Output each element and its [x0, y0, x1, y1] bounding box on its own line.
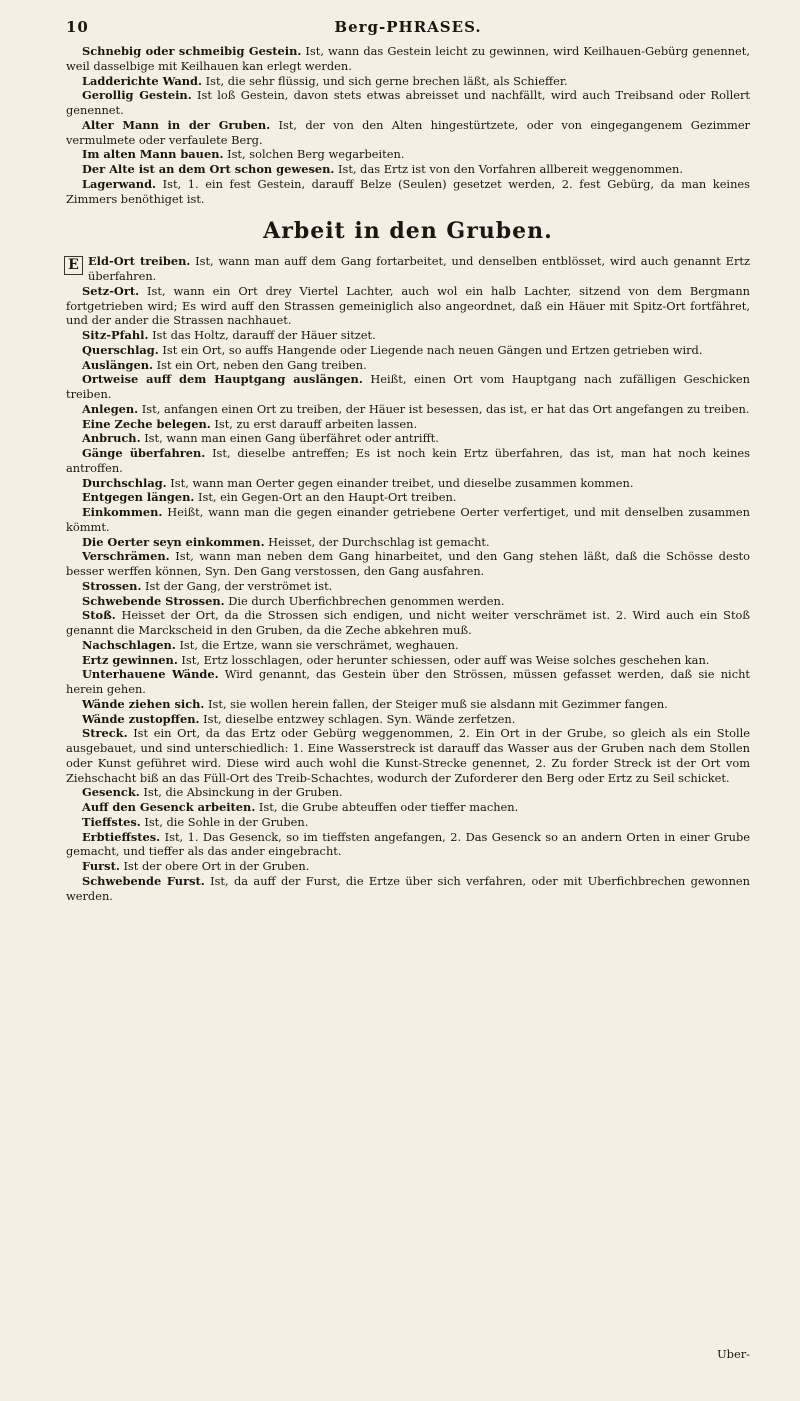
entry-definition: Ist, die Absinckung in der Gruben.	[143, 785, 343, 800]
entry-definition: Ist, 1. ein fest Gestein, darauff Belze (Seulen) gesetzet werden, 2. fest Gebürg, da man keines Zimmers benöthiget ist.	[66, 176, 751, 206]
glossary-entry	[66, 800, 750, 815]
entry-term: Tieffstes.	[82, 814, 141, 829]
entry-definition: Heisset der Ort, da die Strossen sich endigen, und nicht weiter verschrämet ist. 2. Wird auch ein Stoß genannt die Marckscheid in den Gruben, da die Zeche abkehren muß.	[66, 608, 751, 637]
glossary-entry	[66, 147, 750, 162]
entry-definition: Ist, die Grube abteuffen oder tieffer machen.	[258, 800, 519, 814]
entry-term: Wände ziehen sich.	[82, 696, 205, 711]
page-header	[66, 14, 750, 44]
entry-term: Gänge überfahren.	[82, 446, 206, 460]
glossary-entry	[66, 446, 750, 476]
entry-definition: Ist, wann das Gestein leicht zu gewinnen, wird Keilhauen-Gebürg genennet, weil dasselbige mit Keilhauen kan erlegt werden.	[66, 44, 750, 73]
glossary-entry	[66, 284, 750, 328]
entry-definition: Ist ein Ort, da das Ertz oder Gebürg weggenommen, 2. Ein Ort in der Grube, so gleich als ein Stolle ausgebauet, und sind unterschiedlich: 1. Eine Wasserstreck ist darauff das Wasser aus der Gruben nach dem Stollen oder Kunst geführet wird. Diese wird auch wohl die Kunst-Strecke genennet, 2. Zu forder Streck ist der Ort vom Ziehschacht biß an das Füll-Ort des Treib-Schachtes, wodurch der Zuforderer den Berg oder Ertz zu Seil schicket.	[66, 726, 750, 785]
glossary-entry	[66, 667, 750, 697]
entry-term: Die Oerter seyn einkommen.	[82, 534, 265, 549]
entry-definition: Ist loß Gestein, davon stets etwas abreisset und nachfällt, wird auch Treibsand oder Rollert genennet.	[66, 88, 750, 117]
glossary-entry	[66, 476, 750, 491]
entry-term: Strossen.	[82, 578, 142, 593]
glossary-entry	[66, 608, 750, 638]
entry-term: Durchschlag.	[82, 475, 167, 490]
glossary-bottom	[66, 254, 750, 903]
glossary-entry	[66, 859, 750, 874]
entry-definition: Ist, das Ertz ist von den Vorfahren allbereit weggenommen.	[337, 162, 683, 176]
entry-definition: Ist, dieselbe antreffen; Es ist noch kein Ertz überfahren, das ist, man hat noch keines antroffen.	[66, 446, 750, 475]
entry-term: Stoß.	[82, 608, 116, 623]
entry-term: Querschlag.	[82, 342, 159, 357]
page-number: 10	[66, 18, 89, 36]
entry-term: Anbruch.	[82, 431, 141, 446]
entry-definition: Heißt, wann man die gegen einander getriebene Oerter verfertiget, und mit denselben zusammen kömmt.	[66, 505, 751, 534]
entry-term: Wände zustopffen.	[82, 711, 200, 726]
entry-definition: Ist, die Sohle in der Gruben.	[144, 814, 309, 829]
entry-definition: Ist, anfangen einen Ort zu treiben, der Häuer ist besessen, das ist, er hat das Ort angefangen zu treiben.	[141, 401, 750, 416]
entry-term: Ertz gewinnen.	[82, 652, 178, 667]
entry-definition: Ist, ein Gegen-Ort an den Haupt-Ort treiben.	[197, 490, 457, 505]
entry-term: Schwebende Strossen.	[82, 593, 225, 608]
entry-definition: Ist, Ertz losschlagen, oder herunter schiessen, oder auff was Weise solches geschehen kan.	[181, 652, 710, 667]
entry-definition: Ist, die Ertze, wann sie verschrämet, weghauen.	[179, 637, 459, 652]
entry-definition: Ist, wann ein Ort drey Viertel Lachter, auch wol ein halb Lachter, sitzend von dem Bergmann fortgetrieben wird; Es wird auff den Strassen gemeiniglich also angeordnet, daß ein Häuer mit Spitz-Ort fortfähret, und der ander die Strassen nachhauet.	[66, 283, 751, 328]
entry-term: Lagerwand.	[82, 176, 157, 191]
entry-definition: Ist, wann man auff dem Gang fortarbeitet, und denselben entblösset, wird auch genannt Ertz überfahren.	[88, 254, 750, 283]
entry-definition: Ist, solchen Berg wegarbeiten.	[227, 147, 405, 162]
entry-definition: Heißt, einen Ort vom Hauptgang nach zufälligen Geschicken treiben.	[66, 372, 750, 401]
glossary-entry	[66, 74, 750, 89]
section-heading: Arbeit in den Gruben.	[263, 218, 553, 245]
glossary-entry	[66, 815, 750, 830]
glossary-entry	[66, 505, 750, 535]
entry-term: Entgegen längen.	[82, 490, 195, 505]
entry-term: Sitz-Pfahl.	[82, 328, 149, 342]
entry-term: Eld-Ort treiben.	[88, 254, 191, 269]
glossary-entry	[66, 697, 750, 712]
glossary-entry	[66, 162, 750, 177]
entry-definition: Ist, wann man einen Gang überfähret oder antrifft.	[144, 431, 439, 446]
entry-definition: Ist, der von den Alten hingestürtzete, oder von eingegangenem Gezimmer vermulmete oder verfaulete Berg.	[66, 117, 751, 147]
entry-definition: Ist das Holtz, darauff der Häuer sitzet.	[152, 328, 376, 342]
entry-term: Setz-Ort.	[82, 283, 140, 298]
entry-definition: Ist ein Ort, so auffs Hangende oder Liegende nach neuen Gängen und Ertzen getrieben wird.	[162, 342, 703, 357]
glossary-entry	[66, 712, 750, 727]
entry-term: Schnebig oder schmeibig Gestein.	[82, 44, 302, 58]
glossary-entry	[66, 653, 750, 668]
glossary-entry	[66, 328, 750, 343]
catchword: Uber-	[717, 1347, 750, 1361]
glossary-entry	[66, 726, 750, 785]
glossary-entry	[66, 594, 750, 609]
entry-definition: Die durch Uberfichbrechen genommen werden.	[228, 593, 505, 608]
entry-term: Der Alte ist an dem Ort schon gewesen.	[82, 162, 335, 176]
glossary-entry	[66, 579, 750, 594]
glossary-entry	[66, 44, 750, 74]
entry-definition: Ist der Gang, der verströmet ist.	[145, 578, 333, 593]
entry-definition: Ist, dieselbe entzwey schlagen. Syn. Wände zerfetzen.	[203, 711, 516, 726]
glossary-entry	[66, 358, 750, 373]
entry-term: Im alten Mann bauen.	[82, 147, 224, 162]
entry-term: Streck.	[82, 726, 128, 741]
glossary-entry	[66, 417, 750, 432]
glossary-entry	[66, 830, 750, 860]
glossary-entry	[66, 372, 750, 402]
entry-term: Auff den Gesenck arbeiten.	[82, 800, 256, 814]
glossary-entry	[66, 177, 750, 207]
entry-term: Ladderichte Wand.	[82, 73, 202, 88]
entry-definition: Heisset, der Durchschlag ist gemacht.	[268, 534, 490, 549]
glossary-entry	[66, 254, 750, 284]
entry-term: Furst.	[82, 859, 120, 873]
entry-definition: Ist, wann man neben dem Gang hinarbeitet, und den Gang stehen läßt, daß die Schösse desto besser werffen können, Syn. Den Gang verstossen, den Gang ausfahren.	[66, 549, 750, 578]
entry-term: Unterhauene Wände.	[82, 667, 219, 682]
glossary-entry	[66, 535, 750, 550]
entry-definition: Ist, die sehr flüssig, und sich gerne brechen läßt, als Schieffer.	[205, 73, 568, 88]
glossary-entry	[66, 785, 750, 800]
entry-term: Gerollig Gestein.	[82, 88, 192, 103]
drop-initial: E	[64, 256, 83, 275]
glossary-entry	[66, 549, 750, 579]
glossary-entry	[66, 88, 750, 118]
entry-definition: Ist, sie wollen herein fallen, der Steiger muß sie alsdann mit Gezimmer fangen.	[208, 696, 668, 711]
entry-term: Verschrämen.	[82, 549, 170, 564]
entry-term: Eine Zeche belegen.	[82, 416, 211, 431]
entry-definition: Ist, 1. Das Gesenck, so im tieffsten angefangen, 2. Das Gesenck so an andern Orten in einer Grube gemacht, und tieffer als das ander eingebracht.	[66, 829, 750, 859]
glossary-entry	[66, 490, 750, 505]
entry-definition: Wird genannt, das Gestein über den Strössen, müssen gefasset werden, daß sie nicht herein gehen.	[66, 667, 750, 696]
entry-term: Anlegen.	[82, 401, 139, 416]
glossary-entry	[66, 431, 750, 446]
entry-term: Erbtieffstes.	[82, 829, 161, 844]
entry-term: Schwebende Furst.	[82, 873, 205, 888]
entry-term: Ortweise auff dem Hauptgang auslängen.	[82, 372, 363, 387]
entry-definition: Ist, da auff der Furst, die Ertze über sich verfahren, oder mit Uberfichbrechen gewonnen werden.	[66, 873, 750, 903]
entry-term: Einkommen.	[82, 505, 163, 519]
glossary-top	[66, 44, 750, 206]
entry-term: Nachschlagen.	[82, 637, 176, 652]
glossary-entry	[66, 638, 750, 653]
entry-definition: Ist der obere Ort in der Gruben.	[123, 859, 310, 873]
entry-definition: Ist, wann man Oerter gegen einander treibet, und dieselbe zusammen kommen.	[170, 475, 634, 490]
glossary-entry	[66, 874, 750, 904]
glossary-entry	[66, 343, 750, 358]
glossary-entry	[66, 402, 750, 417]
entry-definition: Ist ein Ort, neben den Gang treiben.	[156, 357, 367, 372]
entry-definition: Ist, zu erst darauff arbeiten lassen.	[214, 416, 418, 431]
entry-term: Gesenck.	[82, 785, 140, 800]
glossary-entry	[66, 118, 750, 148]
running-head: Berg-PHRASES.	[334, 18, 482, 36]
entry-term: Alter Mann in der Gruben.	[82, 117, 271, 132]
entry-term: Auslängen.	[82, 357, 153, 372]
